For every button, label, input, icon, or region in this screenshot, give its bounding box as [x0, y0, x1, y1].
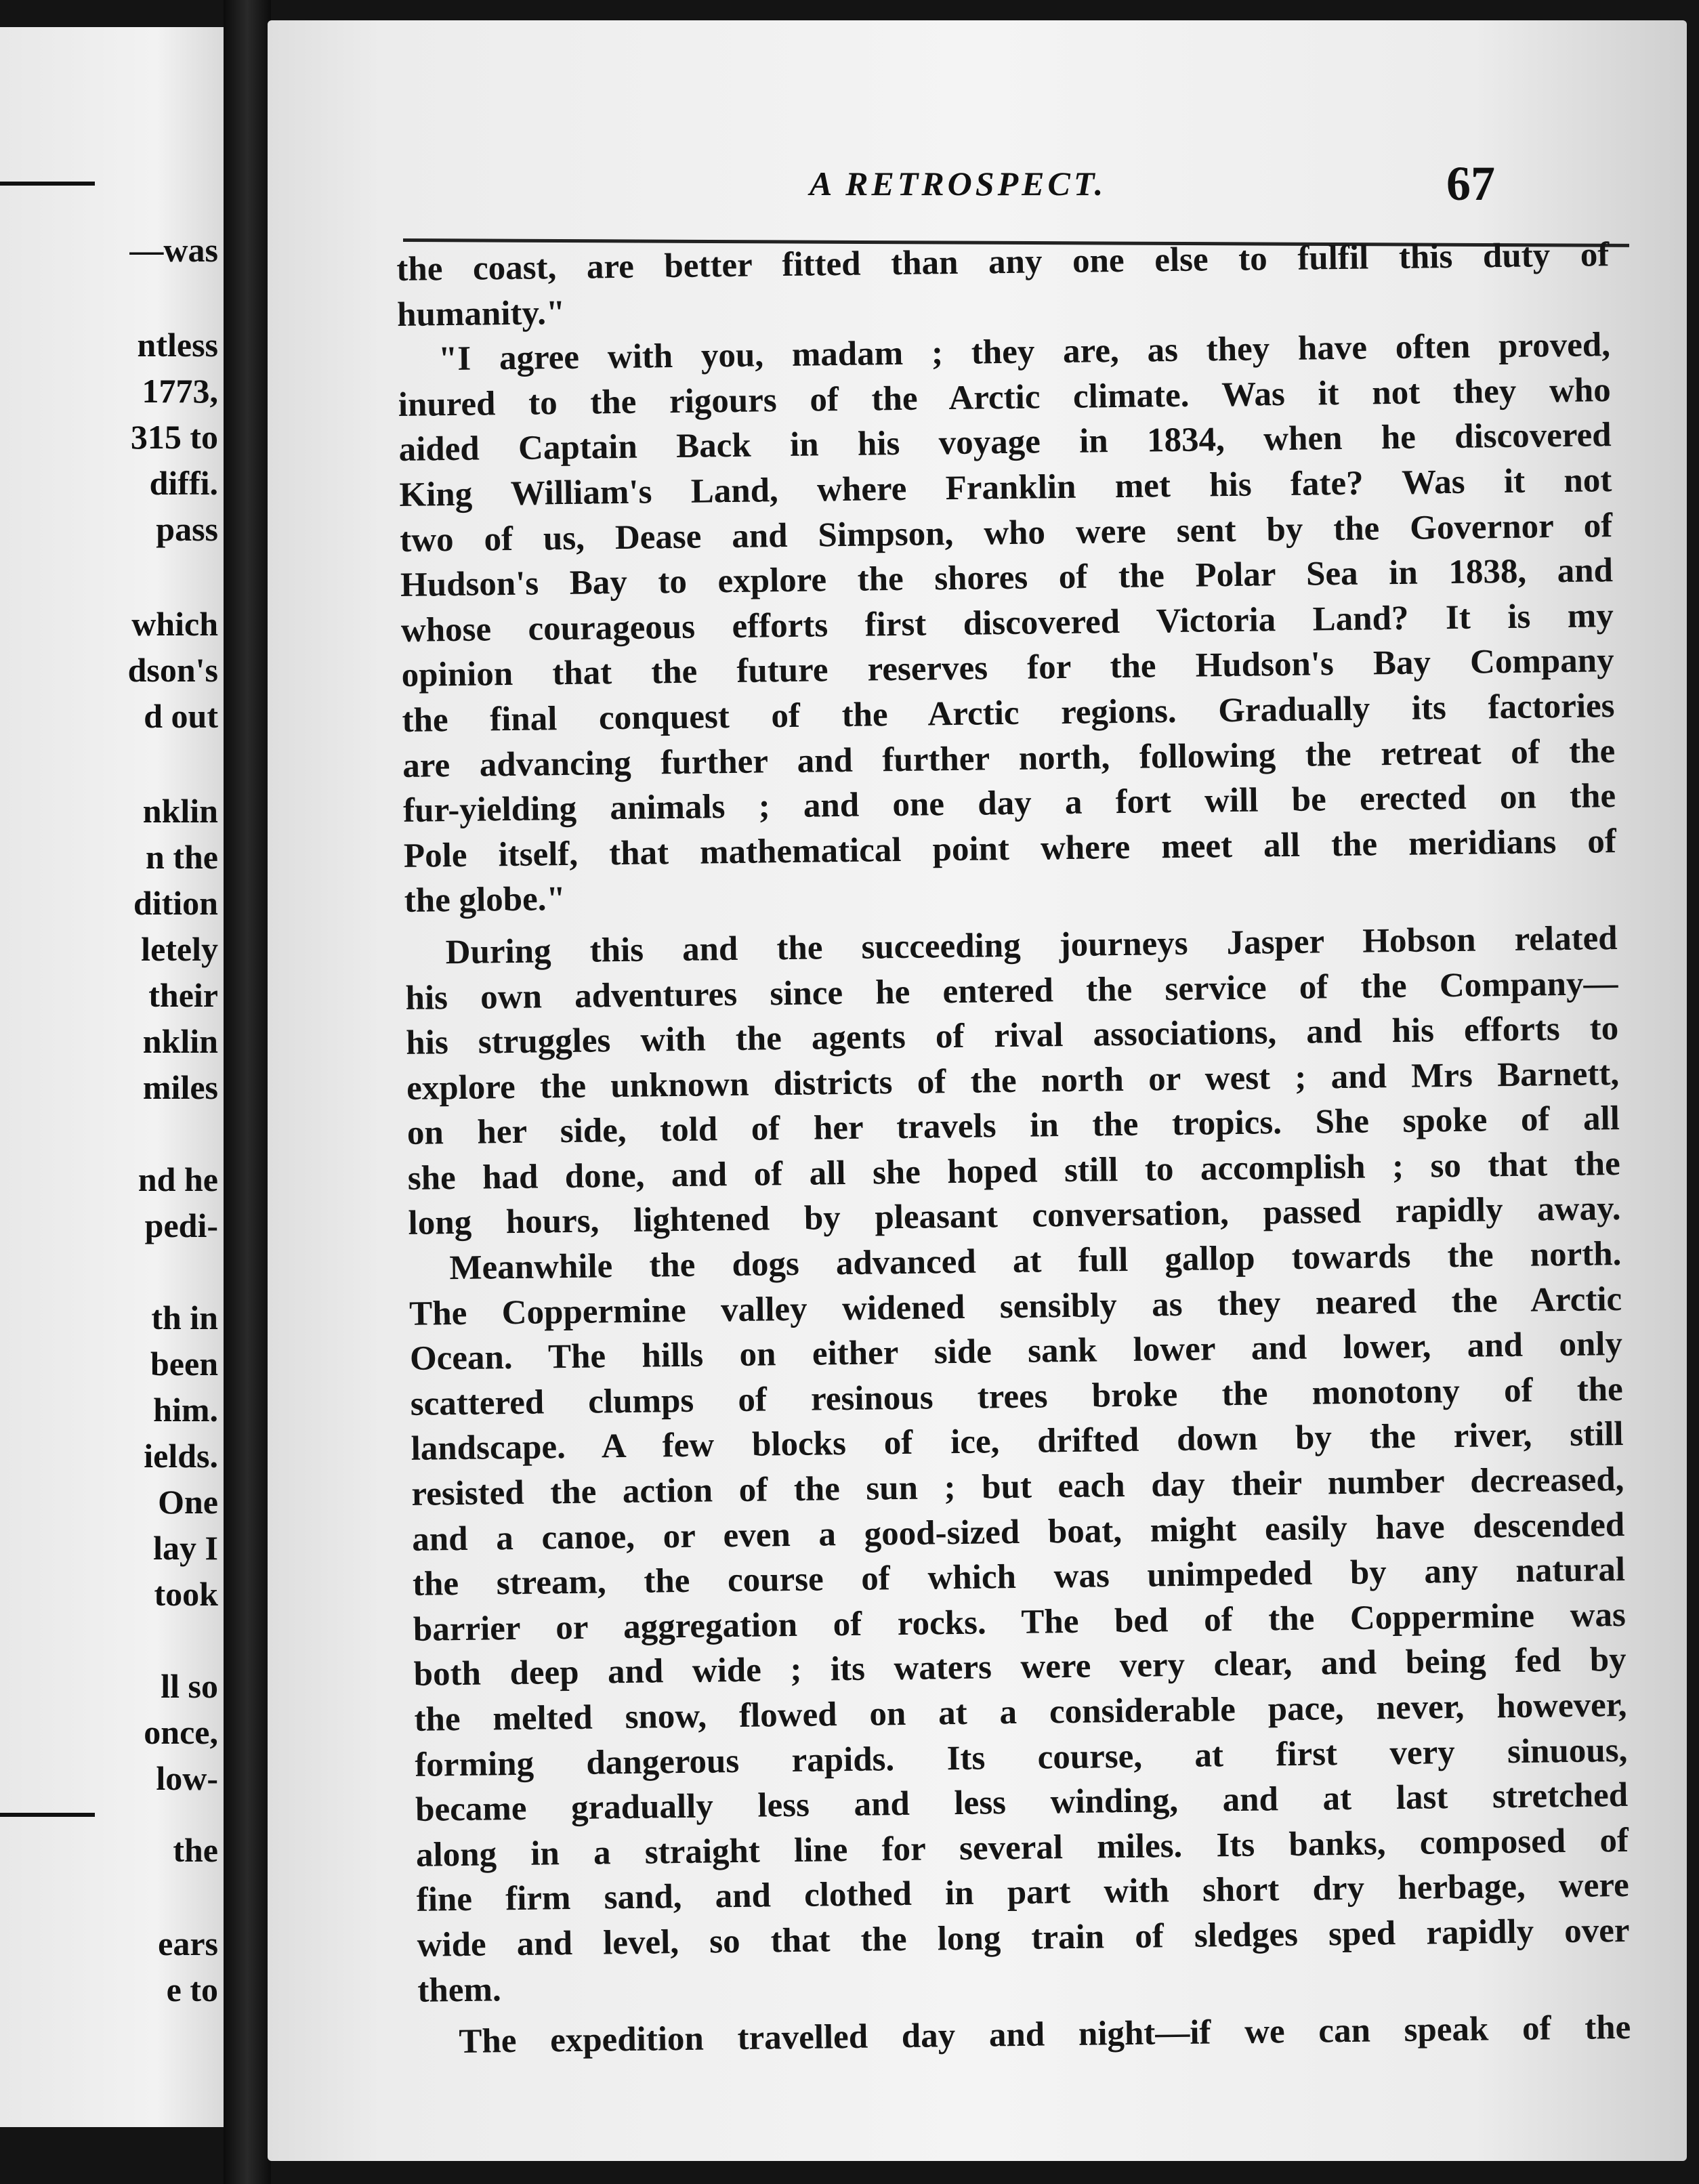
- left-page-fragment: th in: [151, 1299, 218, 1337]
- text-line: Ocean. The hills on either side sank lower and lower, and only: [409, 1325, 1623, 1379]
- left-facing-page: [0, 27, 224, 2127]
- text-line: aided Captain Back in his voyage in 1834, when he discovered: [398, 416, 1612, 469]
- left-page-fragment: n the: [146, 838, 218, 876]
- text-line: his struggles with the agents of rival associations, and his efforts to: [406, 1009, 1619, 1063]
- left-page-fragment: been: [150, 1345, 218, 1383]
- text-line: whose courageous efforts first discovered Victoria Land? It is my: [400, 596, 1614, 650]
- left-page-fragment: lay I: [153, 1529, 218, 1567]
- left-page-fragment: ields.: [144, 1437, 218, 1475]
- left-page-fragment: low-: [156, 1759, 218, 1797]
- text-line: along in a straight line for several miles. Its banks, composed of: [415, 1821, 1629, 1874]
- text-line: humanity.": [396, 293, 566, 334]
- text-line: The expedition travelled day and night—if we can speak of the: [459, 2009, 1631, 2061]
- text-line: she had done, and of all she hoped still to accomplish ; so that the: [407, 1144, 1621, 1198]
- left-page-fragment: dson's: [127, 651, 218, 689]
- left-page-rule: [0, 182, 95, 186]
- text-line: long hours, lightened by pleasant conversation, passed rapidly away.: [408, 1190, 1621, 1243]
- left-page-fragment: 1773,: [142, 372, 218, 410]
- left-page-fragment: took: [154, 1575, 218, 1613]
- text-line: "I agree with you, madam ; they are, as they have often proved,: [438, 326, 1611, 379]
- left-page-rule: [0, 1813, 95, 1817]
- left-page-fragment: once,: [144, 1713, 218, 1751]
- left-page-fragment: dition: [133, 884, 218, 922]
- text-line: are advancing further and further north, following the retreat of the: [402, 732, 1616, 785]
- book-gutter: [224, 0, 271, 2184]
- left-page-fragment: their: [148, 976, 218, 1014]
- text-line: During this and the succeeding journeys Jasper Hobson related: [445, 919, 1618, 972]
- text-line: forming dangerous rapids. Its course, at first very sinuous,: [415, 1731, 1628, 1784]
- left-page-fragment: miles: [142, 1068, 218, 1106]
- left-page-fragment: 315 to: [130, 418, 218, 456]
- text-line: two of us, Dease and Simpson, who were sent by the Governor of: [399, 506, 1613, 560]
- text-line: became gradually less and less winding, and at last stretched: [415, 1776, 1629, 1830]
- text-line: wide and level, so that the long train of sledges sped rapidly over: [417, 1911, 1630, 1965]
- left-page-fragment: e to: [166, 1971, 218, 2009]
- text-line: both deep and wide ; its waters were very clear, and being fed by: [413, 1641, 1627, 1694]
- text-line: scattered clumps of resinous trees broke the monotony of the: [410, 1370, 1624, 1423]
- left-page-fragment: the: [173, 1831, 218, 1869]
- text-line: the final conquest of the Arctic regions. Gradually its factories: [402, 687, 1615, 740]
- left-page-fragment: ntless: [137, 326, 218, 364]
- left-page-fragment: ears: [158, 1925, 218, 1962]
- running-head-title: A RETROSPECT.: [810, 165, 1107, 203]
- text-line: The Coppermine valley widened sensibly as they neared the Arctic: [408, 1280, 1622, 1333]
- left-page-fragment: nd he: [138, 1160, 218, 1198]
- left-page-fragment: him.: [153, 1391, 218, 1429]
- text-line: Pole itself, that mathematical point where meet all the meridians of: [403, 822, 1617, 875]
- text-line: landscape. A few blocks of ice, drifted down by the river, still: [411, 1415, 1624, 1469]
- text-line: King William's Land, where Franklin met his fate? Was it not: [399, 461, 1612, 514]
- body-text: [396, 232, 1631, 2065]
- left-page-fragment: d out: [144, 697, 218, 735]
- text-line: fine firm sand, and clothed in part with short dry herbage, were: [416, 1866, 1630, 1920]
- text-line: opinion that the future reserves for the Hudson's Bay Company: [401, 642, 1614, 695]
- page-number: 67: [1446, 156, 1495, 211]
- text-line: barrier or aggregation of rocks. The bed of the Coppermine was: [413, 1595, 1627, 1649]
- text-line: them.: [417, 1970, 501, 2010]
- left-page-fragment: nklin: [142, 1022, 218, 1060]
- text-line: Meanwhile the dogs advanced at full gallop towards the north.: [449, 1235, 1622, 1288]
- text-line: Hudson's Bay to explore the shores of the Polar Sea in 1838, and: [400, 551, 1614, 605]
- text-line: his own adventures since he entered the service of the Company—: [405, 964, 1618, 1017]
- left-page-fragment: pedi-: [144, 1206, 218, 1244]
- text-line: fur-yielding animals ; and one day a fort will be erected on the: [402, 777, 1616, 831]
- text-line: explore the unknown districts of the north or west ; and Mrs Barnett,: [406, 1054, 1620, 1108]
- text-line: the stream, the course of which was unimpeded by any natural: [412, 1551, 1626, 1604]
- text-line: on her side, told of her travels in the tropics. She spoke of all: [406, 1099, 1620, 1153]
- text-line: the coast, are better fitted than any one else to fulfil this duty of: [396, 236, 1610, 289]
- left-page-fragment: —was: [129, 231, 218, 269]
- left-page-fragment: One: [158, 1483, 218, 1521]
- text-line: the melted snow, flowed on at a considerable pace, never, however,: [414, 1685, 1627, 1739]
- text-line: inured to the rigours of the Arctic climate. Was it not they who: [398, 371, 1612, 424]
- left-page-fragment: which: [131, 605, 218, 643]
- left-page-fragment: diffi.: [149, 464, 218, 502]
- left-page-fragment: nklin: [142, 792, 218, 830]
- text-line: resisted the action of the sun ; but each day their number decreased,: [411, 1461, 1624, 1513]
- text-line: and a canoe, or even a good-sized boat, might easily have descended: [411, 1505, 1625, 1559]
- text-line: the globe.": [404, 880, 566, 921]
- left-page-fragment: ll so: [161, 1667, 218, 1705]
- left-page-fragment: pass: [156, 510, 218, 548]
- running-head: [268, 156, 1687, 210]
- left-page-fragment: letely: [141, 930, 218, 968]
- right-page: [268, 20, 1687, 2161]
